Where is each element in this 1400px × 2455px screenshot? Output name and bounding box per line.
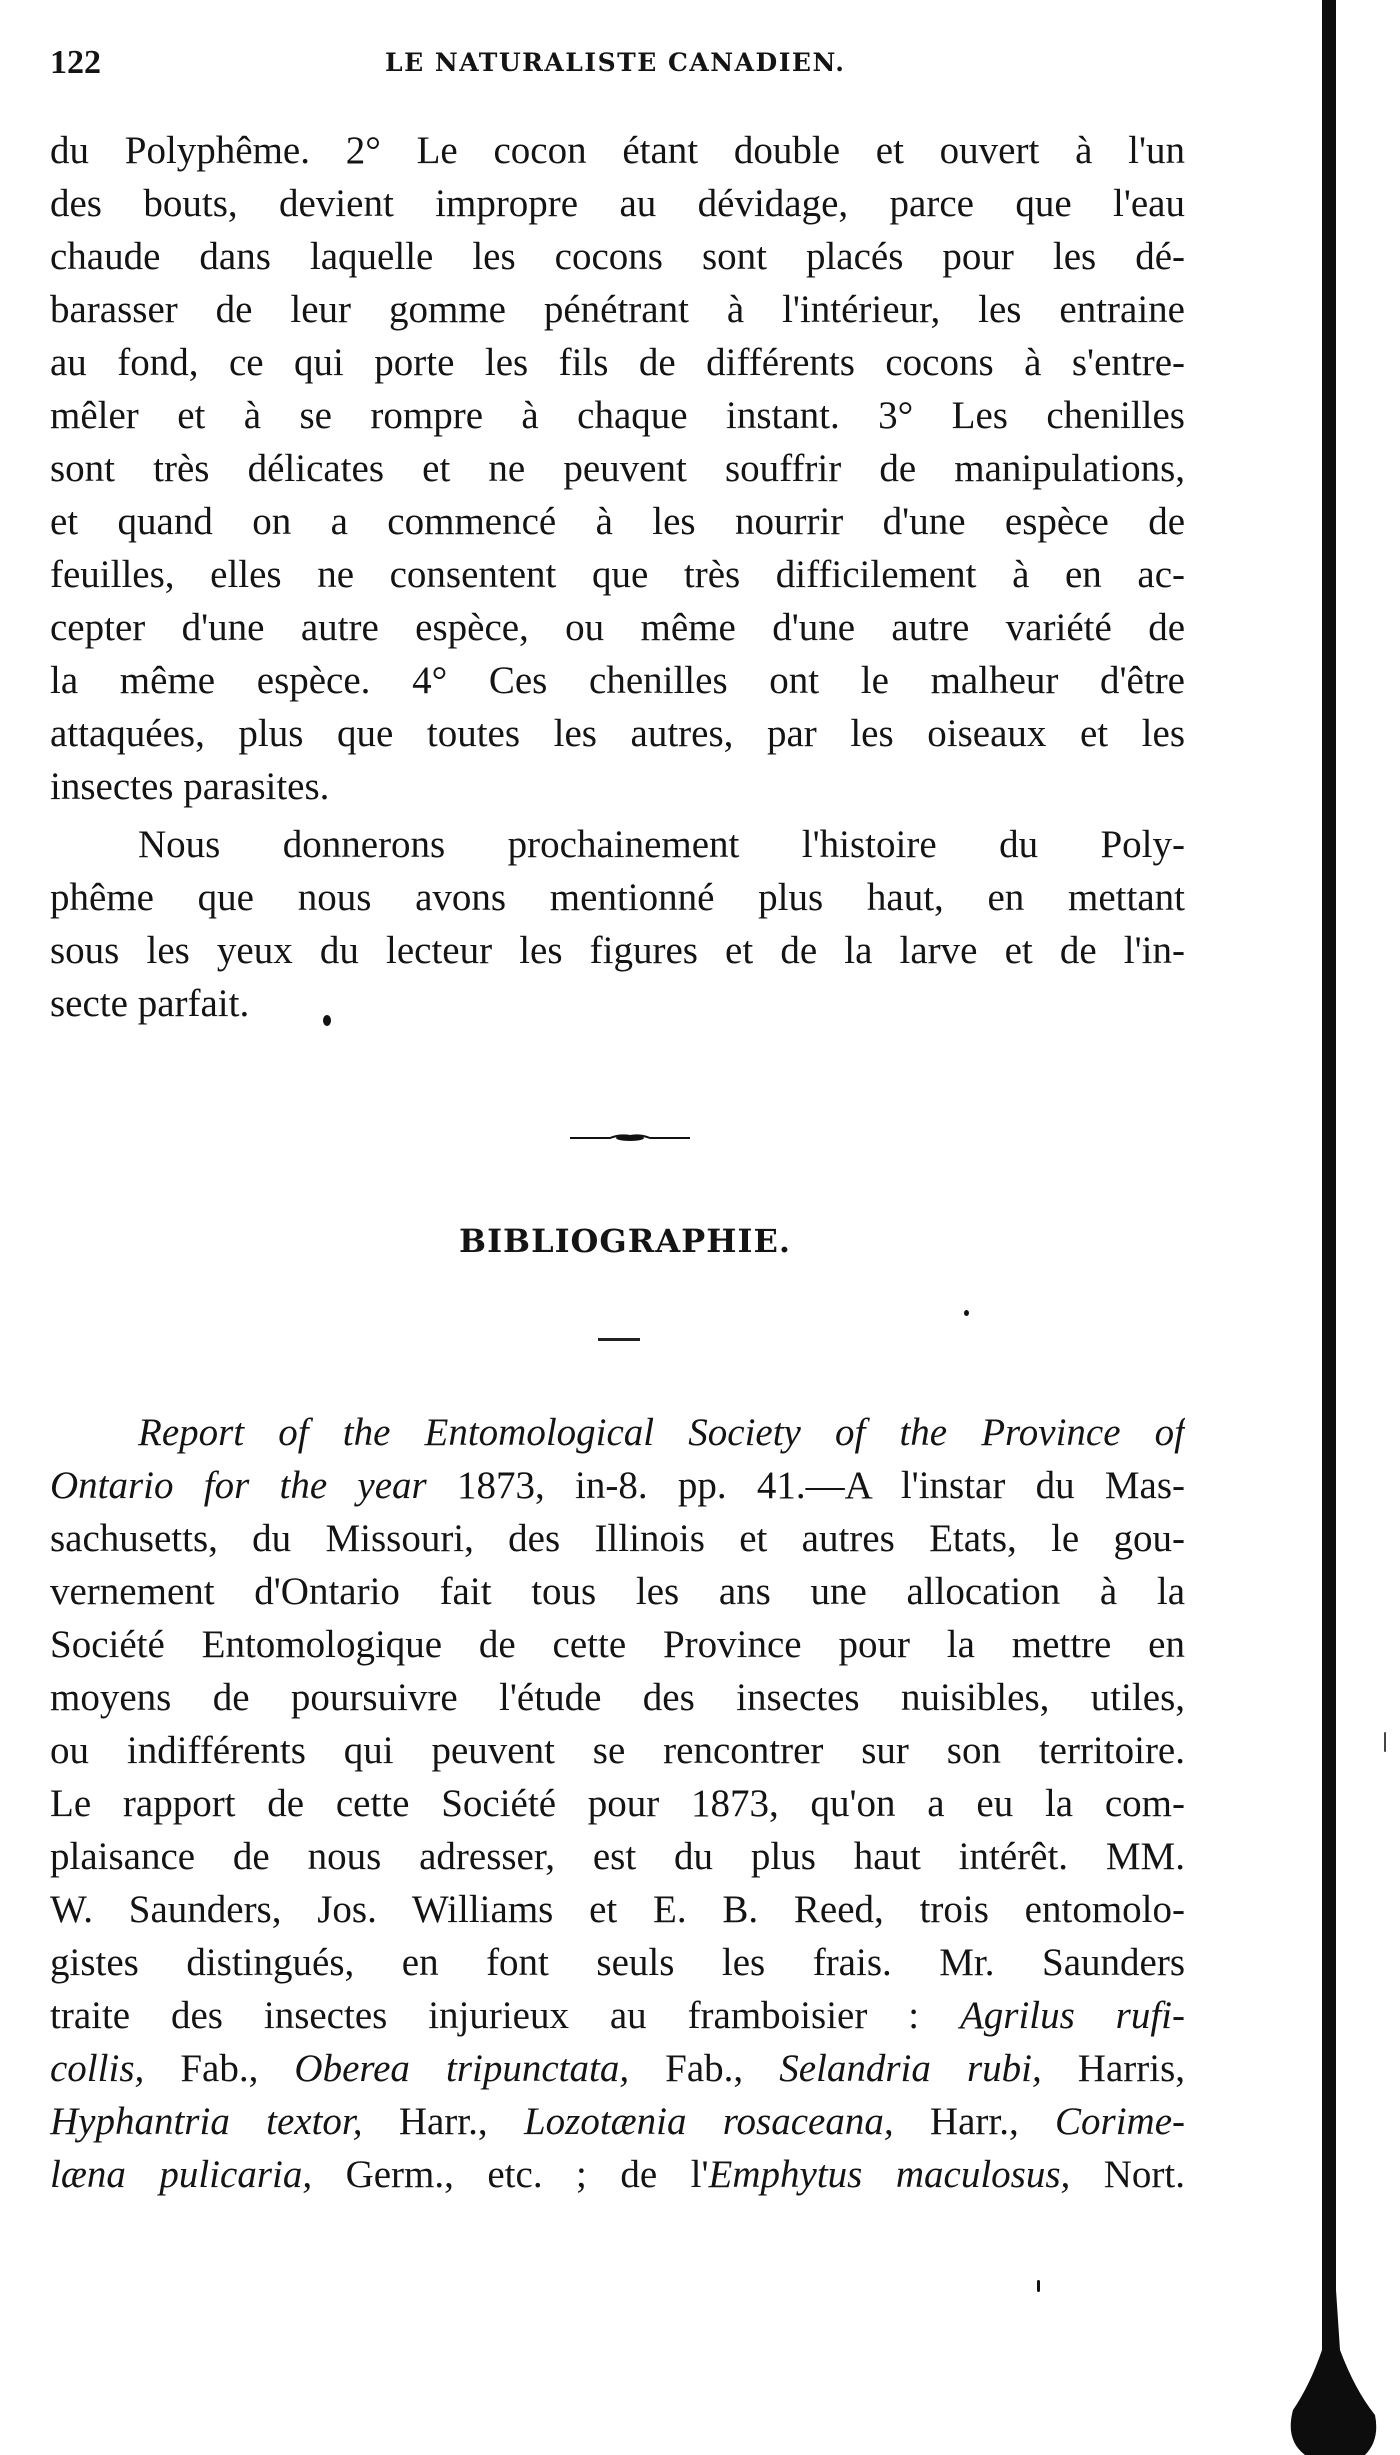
- text-line: au fond, ce qui porte les fils de différents cocons à s'entre-: [50, 341, 1185, 384]
- report-title: Ontario for the year: [50, 1464, 427, 1507]
- text-line: Le rapport de cette Société pour 1873, qu'on a eu la com-: [50, 1782, 1185, 1825]
- text-line: Ontario for the year 1873, in-8. pp. 41.—A l'instar du Mas-: [50, 1464, 1185, 1507]
- text-line: collis, Fab., Oberea tripunctata, Fab., Selandria rubi, Harris,: [50, 2047, 1185, 2090]
- running-header: [50, 44, 1160, 94]
- page-edge-shadow: [1322, 0, 1336, 2455]
- ink-speck: [964, 1310, 969, 1316]
- text-line: cepter d'une autre espèce, ou même d'une autre variété de: [50, 606, 1185, 649]
- page-number: 122: [50, 44, 101, 81]
- species-name: Agrilus rufi-: [959, 1994, 1185, 2037]
- text-line: insectes parasites.: [50, 765, 330, 808]
- text-line: feuilles, elles ne consentent que très difficilement à en ac-: [50, 553, 1185, 596]
- text-line: sachusetts, du Missouri, des Illinois et autres Etats, le gou-: [50, 1517, 1185, 1560]
- text-line: W. Saunders, Jos. Williams et E. B. Reed, trois entomolo-: [50, 1888, 1185, 1931]
- text-line: læna pulicaria, Germ., etc. ; de l'Emphytus maculosus, Nort.: [50, 2153, 1185, 2196]
- text-line: la même espèce. 4° Ces chenilles ont le malheur d'être: [50, 659, 1185, 702]
- species-name: collis,: [50, 2047, 145, 2090]
- text-line: plaisance de nous adresser, est du plus haut intérêt. MM.: [50, 1835, 1185, 1878]
- text-line: gistes distingués, en font seuls les frais. Mr. Saunders: [50, 1941, 1185, 1984]
- text-line: et quand on a commencé à les nourrir d'une espèce de: [50, 500, 1185, 543]
- page-edge-blot: [1285, 2290, 1380, 2455]
- text-line: Nous donnerons prochainement l'histoire du Poly-: [138, 823, 1185, 866]
- text-line: traite des insectes injurieux au framboisier : Agrilus rufi-: [50, 1994, 1185, 2037]
- species-name: Selandria rubi,: [779, 2047, 1042, 2090]
- ornamental-rule: [570, 1133, 690, 1143]
- text-line: attaquées, plus que toutes les autres, par les oiseaux et les: [50, 712, 1185, 755]
- text-line: barasser de leur gomme pénétrant à l'intérieur, les entraine: [50, 288, 1185, 331]
- text-line: du Polyphême. 2° Le cocon étant double et ouvert à l'un: [50, 129, 1185, 172]
- species-name: Oberea tripunctata,: [294, 2047, 630, 2090]
- species-name: læna pulicaria,: [50, 2153, 313, 2196]
- text-line: vernement d'Ontario fait tous les ans une allocation à la: [50, 1570, 1185, 1613]
- text-line: phême que nous avons mentionné plus haut, en mettant: [50, 876, 1185, 919]
- text-line: ou indifférents qui peuvent se rencontrer sur son territoire.: [50, 1729, 1185, 1772]
- text-line: chaude dans laquelle les cocons sont placés pour les dé-: [50, 235, 1185, 278]
- report-title: Report of the Entomological Society of the Province of: [138, 1411, 1185, 1454]
- species-name: Corime-: [1055, 2100, 1185, 2143]
- ink-speck: [1037, 2280, 1040, 2292]
- short-rule: [598, 1338, 640, 1341]
- text-line: moyens de poursuivre l'étude des insectes nuisibles, utiles,: [50, 1676, 1185, 1719]
- text-line: mêler et à se rompre à chaque instant. 3° Les chenilles: [50, 394, 1185, 437]
- text-line: [138, 1408, 1185, 1458]
- section-heading: BIBLIOGRAPHIE.: [459, 1222, 791, 1260]
- text-line: Hyphantria textor, Harr., Lozotænia rosaceana, Harr., Corime-: [50, 2100, 1185, 2143]
- text-line: des bouts, devient impropre au dévidage, parce que l'eau: [50, 182, 1185, 225]
- species-name: Emphytus maculosus,: [708, 2153, 1071, 2196]
- text-line: secte parfait.: [50, 982, 250, 1025]
- running-title: LE NATURALISTE CANADIEN.: [385, 48, 846, 77]
- species-name: Lozotænia rosaceana,: [523, 2100, 894, 2143]
- species-name: Hyphantria textor,: [50, 2100, 363, 2143]
- text-line: sous les yeux du lecteur les figures et de la larve et de l'in-: [50, 929, 1185, 972]
- ink-speck: [323, 1015, 331, 1026]
- ink-speck: [1384, 1732, 1386, 1752]
- text-line: sont très délicates et ne peuvent souffrir de manipulations,: [50, 447, 1185, 490]
- text-line: Société Entomologique de cette Province pour la mettre en: [50, 1623, 1185, 1666]
